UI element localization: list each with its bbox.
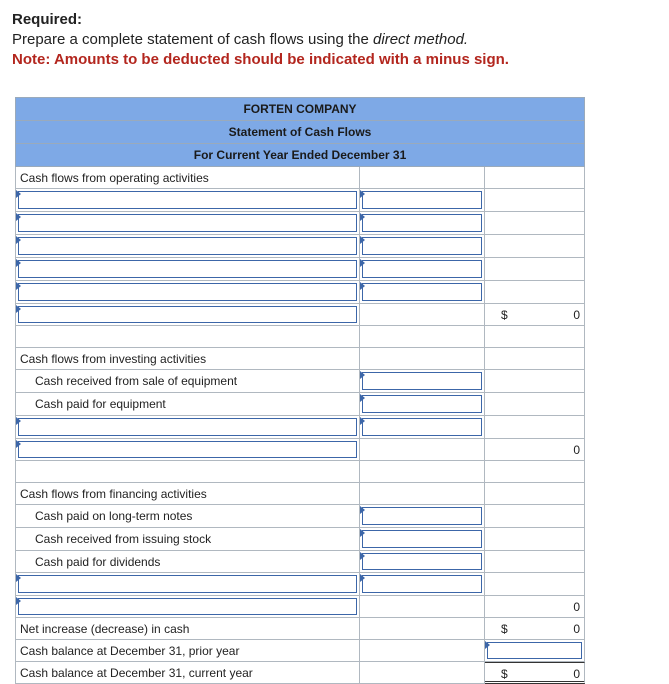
operating-item-2-input[interactable] <box>15 212 360 235</box>
investing-total-cell <box>485 439 585 461</box>
operating-item-5-input[interactable] <box>15 281 360 304</box>
operating-item-1-input[interactable] <box>15 189 360 212</box>
net-increase-row <box>15 618 585 640</box>
cash-flow-worksheet <box>15 97 585 684</box>
investing-amount-1-input[interactable] <box>360 370 485 393</box>
current-balance-label: Cash balance at December 31, current year <box>15 662 360 684</box>
financing-row-3 <box>15 551 585 573</box>
required-heading: Required: <box>12 11 83 28</box>
current-balance-value: 0 <box>573 667 580 681</box>
operating-amount-4-input[interactable] <box>360 258 485 281</box>
investing-total-row <box>15 439 585 461</box>
operating-row-4 <box>15 258 585 281</box>
financing-total-cell <box>485 596 585 618</box>
investing-item-1: Cash received from sale of equipment <box>15 370 360 393</box>
operating-total-row <box>15 304 585 326</box>
spacer-row <box>15 461 585 483</box>
instruction-text: Prepare a complete statement of cash flows using the direct method. <box>12 31 469 48</box>
investing-item-2: Cash paid for equipment <box>15 393 360 416</box>
financing-row-4 <box>15 573 585 596</box>
company-name: FORTEN COMPANY <box>15 97 585 120</box>
spacer-row <box>15 326 585 348</box>
operating-amount-5-input[interactable] <box>360 281 485 304</box>
investing-row-1 <box>15 370 585 393</box>
note-text: Note: Amounts to be deducted should be indicated with a minus sign. <box>12 51 509 68</box>
financing-label: Cash flows from financing activities <box>15 483 360 505</box>
instruction-method: direct method. <box>373 31 469 48</box>
operating-total-value: 0 <box>573 308 580 322</box>
financing-row-1 <box>15 505 585 528</box>
operating-amount-3-input[interactable] <box>360 235 485 258</box>
investing-amount-3-input[interactable] <box>360 416 485 439</box>
financing-total-label-input[interactable] <box>15 596 360 618</box>
currency-symbol: $ <box>501 308 508 322</box>
current-balance-cell <box>485 662 585 684</box>
financing-amount-4-input[interactable] <box>360 573 485 596</box>
statement-title: Statement of Cash Flows <box>15 120 585 143</box>
financing-total-value: 0 <box>573 600 580 614</box>
financing-item-4-input[interactable] <box>15 573 360 596</box>
investing-total-label-input[interactable] <box>15 439 360 461</box>
financing-amount-3-input[interactable] <box>360 551 485 573</box>
operating-row-2 <box>15 212 585 235</box>
investing-amount-2-input[interactable] <box>360 393 485 416</box>
investing-row-3 <box>15 416 585 439</box>
investing-total-value: 0 <box>573 443 580 457</box>
investing-heading-row <box>15 348 585 370</box>
operating-heading-row <box>15 167 585 189</box>
financing-item-1: Cash paid on long-term notes <box>15 505 360 528</box>
current-balance-row <box>15 662 585 684</box>
prior-balance-row <box>15 640 585 662</box>
financing-item-3: Cash paid for dividends <box>15 551 360 573</box>
operating-item-4-input[interactable] <box>15 258 360 281</box>
investing-label: Cash flows from investing activities <box>15 348 360 370</box>
net-increase-label: Net increase (decrease) in cash <box>15 618 360 640</box>
prior-balance-label: Cash balance at December 31, prior year <box>15 640 360 662</box>
investing-row-2 <box>15 393 585 416</box>
financing-row-2 <box>15 528 585 551</box>
operating-row-5 <box>15 281 585 304</box>
operating-row-1 <box>15 189 585 212</box>
instructions <box>12 10 509 70</box>
currency-symbol: $ <box>501 667 508 681</box>
operating-amount-1-input[interactable] <box>360 189 485 212</box>
net-increase-value: 0 <box>573 622 580 636</box>
operating-label: Cash flows from operating activities <box>15 167 360 189</box>
operating-item-3-input[interactable] <box>15 235 360 258</box>
financing-amount-2-input[interactable] <box>360 528 485 551</box>
financing-item-2: Cash received from issuing stock <box>15 528 360 551</box>
operating-total-label-input[interactable] <box>15 304 360 326</box>
operating-total-cell <box>485 304 585 326</box>
financing-amount-1-input[interactable] <box>360 505 485 528</box>
investing-item-3-input[interactable] <box>15 416 360 439</box>
operating-amount-2-input[interactable] <box>360 212 485 235</box>
operating-row-3 <box>15 235 585 258</box>
currency-symbol: $ <box>501 622 508 636</box>
financing-heading-row <box>15 483 585 505</box>
net-increase-cell <box>485 618 585 640</box>
statement-period: For Current Year Ended December 31 <box>15 143 585 167</box>
prior-balance-input[interactable] <box>485 640 585 662</box>
financing-total-row <box>15 596 585 618</box>
